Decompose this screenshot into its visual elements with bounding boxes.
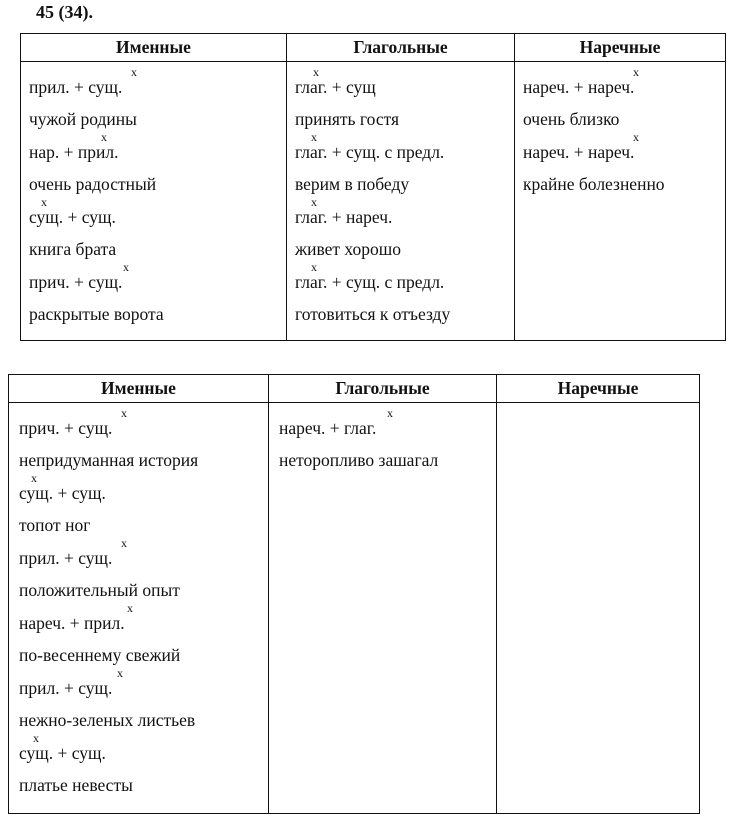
main-word-mark: x: [311, 260, 317, 274]
formula-line: x прич. + сущ.: [29, 260, 129, 292]
verbal-column: [287, 62, 515, 341]
formula-line: x нареч. + нареч.: [523, 65, 639, 97]
formula-line: x прил. + сущ.: [19, 536, 127, 568]
main-word-mark: x: [101, 130, 107, 144]
main-word-mark: x: [311, 130, 317, 144]
formula-line: x прил. + сущ.: [19, 666, 123, 698]
phrase-line: неторопливо зашагал: [279, 450, 439, 470]
header-adverbial: Наречные: [515, 34, 726, 62]
adverbial-column: [515, 62, 726, 341]
phrase-line: верим в победу: [295, 174, 410, 194]
formula-line: x прил. + сущ.: [29, 65, 137, 97]
main-word-mark: x: [41, 195, 47, 209]
main-word-mark: x: [121, 536, 127, 550]
phrase-line: непридуманная история: [19, 450, 199, 470]
main-word-mark: x: [123, 260, 129, 274]
table-body-row: [21, 62, 726, 341]
phrases-table-2: [8, 374, 700, 814]
verbal-column: [269, 403, 497, 814]
nominal-column: [9, 403, 269, 814]
header-adverbial: Наречные: [497, 375, 700, 403]
main-word-mark: x: [33, 731, 39, 745]
formula-line: x нареч. + глаг.: [279, 406, 393, 438]
phrase-line: положительный опыт: [19, 580, 180, 600]
phrase-line: чужой родины: [29, 109, 137, 129]
header-verbal: Глагольные: [287, 34, 515, 62]
phrase-line: готовиться к отъезду: [295, 304, 451, 324]
main-word-mark: x: [387, 406, 393, 420]
formula-line: x глаг. + сущ. с предл.: [295, 260, 445, 292]
main-word-mark: x: [117, 666, 123, 680]
phrase-line: очень близко: [523, 109, 620, 129]
header-nominal: Именные: [21, 34, 287, 62]
formula-line: x прич. + сущ.: [19, 406, 127, 438]
main-word-mark: x: [131, 65, 137, 79]
formula-line: x нареч. + нареч.: [523, 130, 639, 162]
phrase-line: по-весеннему свежий: [19, 645, 181, 665]
table-header-row: [9, 375, 700, 403]
header-nominal: Именные: [9, 375, 269, 403]
phrase-line: очень радостный: [29, 174, 157, 194]
phrase-line: книга брата: [29, 239, 117, 259]
main-word-mark: x: [311, 195, 317, 209]
nominal-column: [21, 62, 287, 341]
phrase-line: живет хорошо: [295, 239, 401, 259]
formula-line: x глаг. + сущ. с предл.: [295, 130, 445, 162]
formula-line: x сущ. + сущ.: [19, 731, 106, 763]
main-word-mark: x: [121, 406, 127, 420]
phrase-line: принять гостя: [295, 109, 400, 129]
formula-line: x нареч. + прил.: [19, 601, 133, 633]
formula-line: x глаг. + сущ: [295, 65, 376, 97]
formula-line: x нар. + прил.: [29, 130, 119, 162]
formula-line: x глаг. + нареч.: [295, 195, 393, 227]
main-word-mark: x: [633, 65, 639, 79]
main-word-mark: x: [31, 471, 37, 485]
table-body-row: [9, 403, 700, 814]
exercise-number: 45 (34).: [36, 2, 93, 22]
phrases-table-1: [20, 33, 726, 341]
table-header-row: [21, 34, 726, 62]
phrase-line: нежно-зеленых листьев: [19, 710, 196, 730]
phrase-line: платье невесты: [19, 775, 133, 795]
phrase-line: крайне болезненно: [523, 174, 665, 194]
main-word-mark: x: [127, 601, 133, 615]
phrase-line: топот ног: [19, 515, 91, 535]
main-word-mark: x: [633, 130, 639, 144]
formula-line: x сущ. + сущ.: [29, 195, 116, 227]
phrase-line: раскрытые ворота: [29, 304, 164, 324]
formula-line: x сущ. + сущ.: [19, 471, 106, 503]
header-verbal: Глагольные: [269, 375, 497, 403]
main-word-mark: x: [313, 65, 319, 79]
adverbial-column: [497, 403, 700, 814]
